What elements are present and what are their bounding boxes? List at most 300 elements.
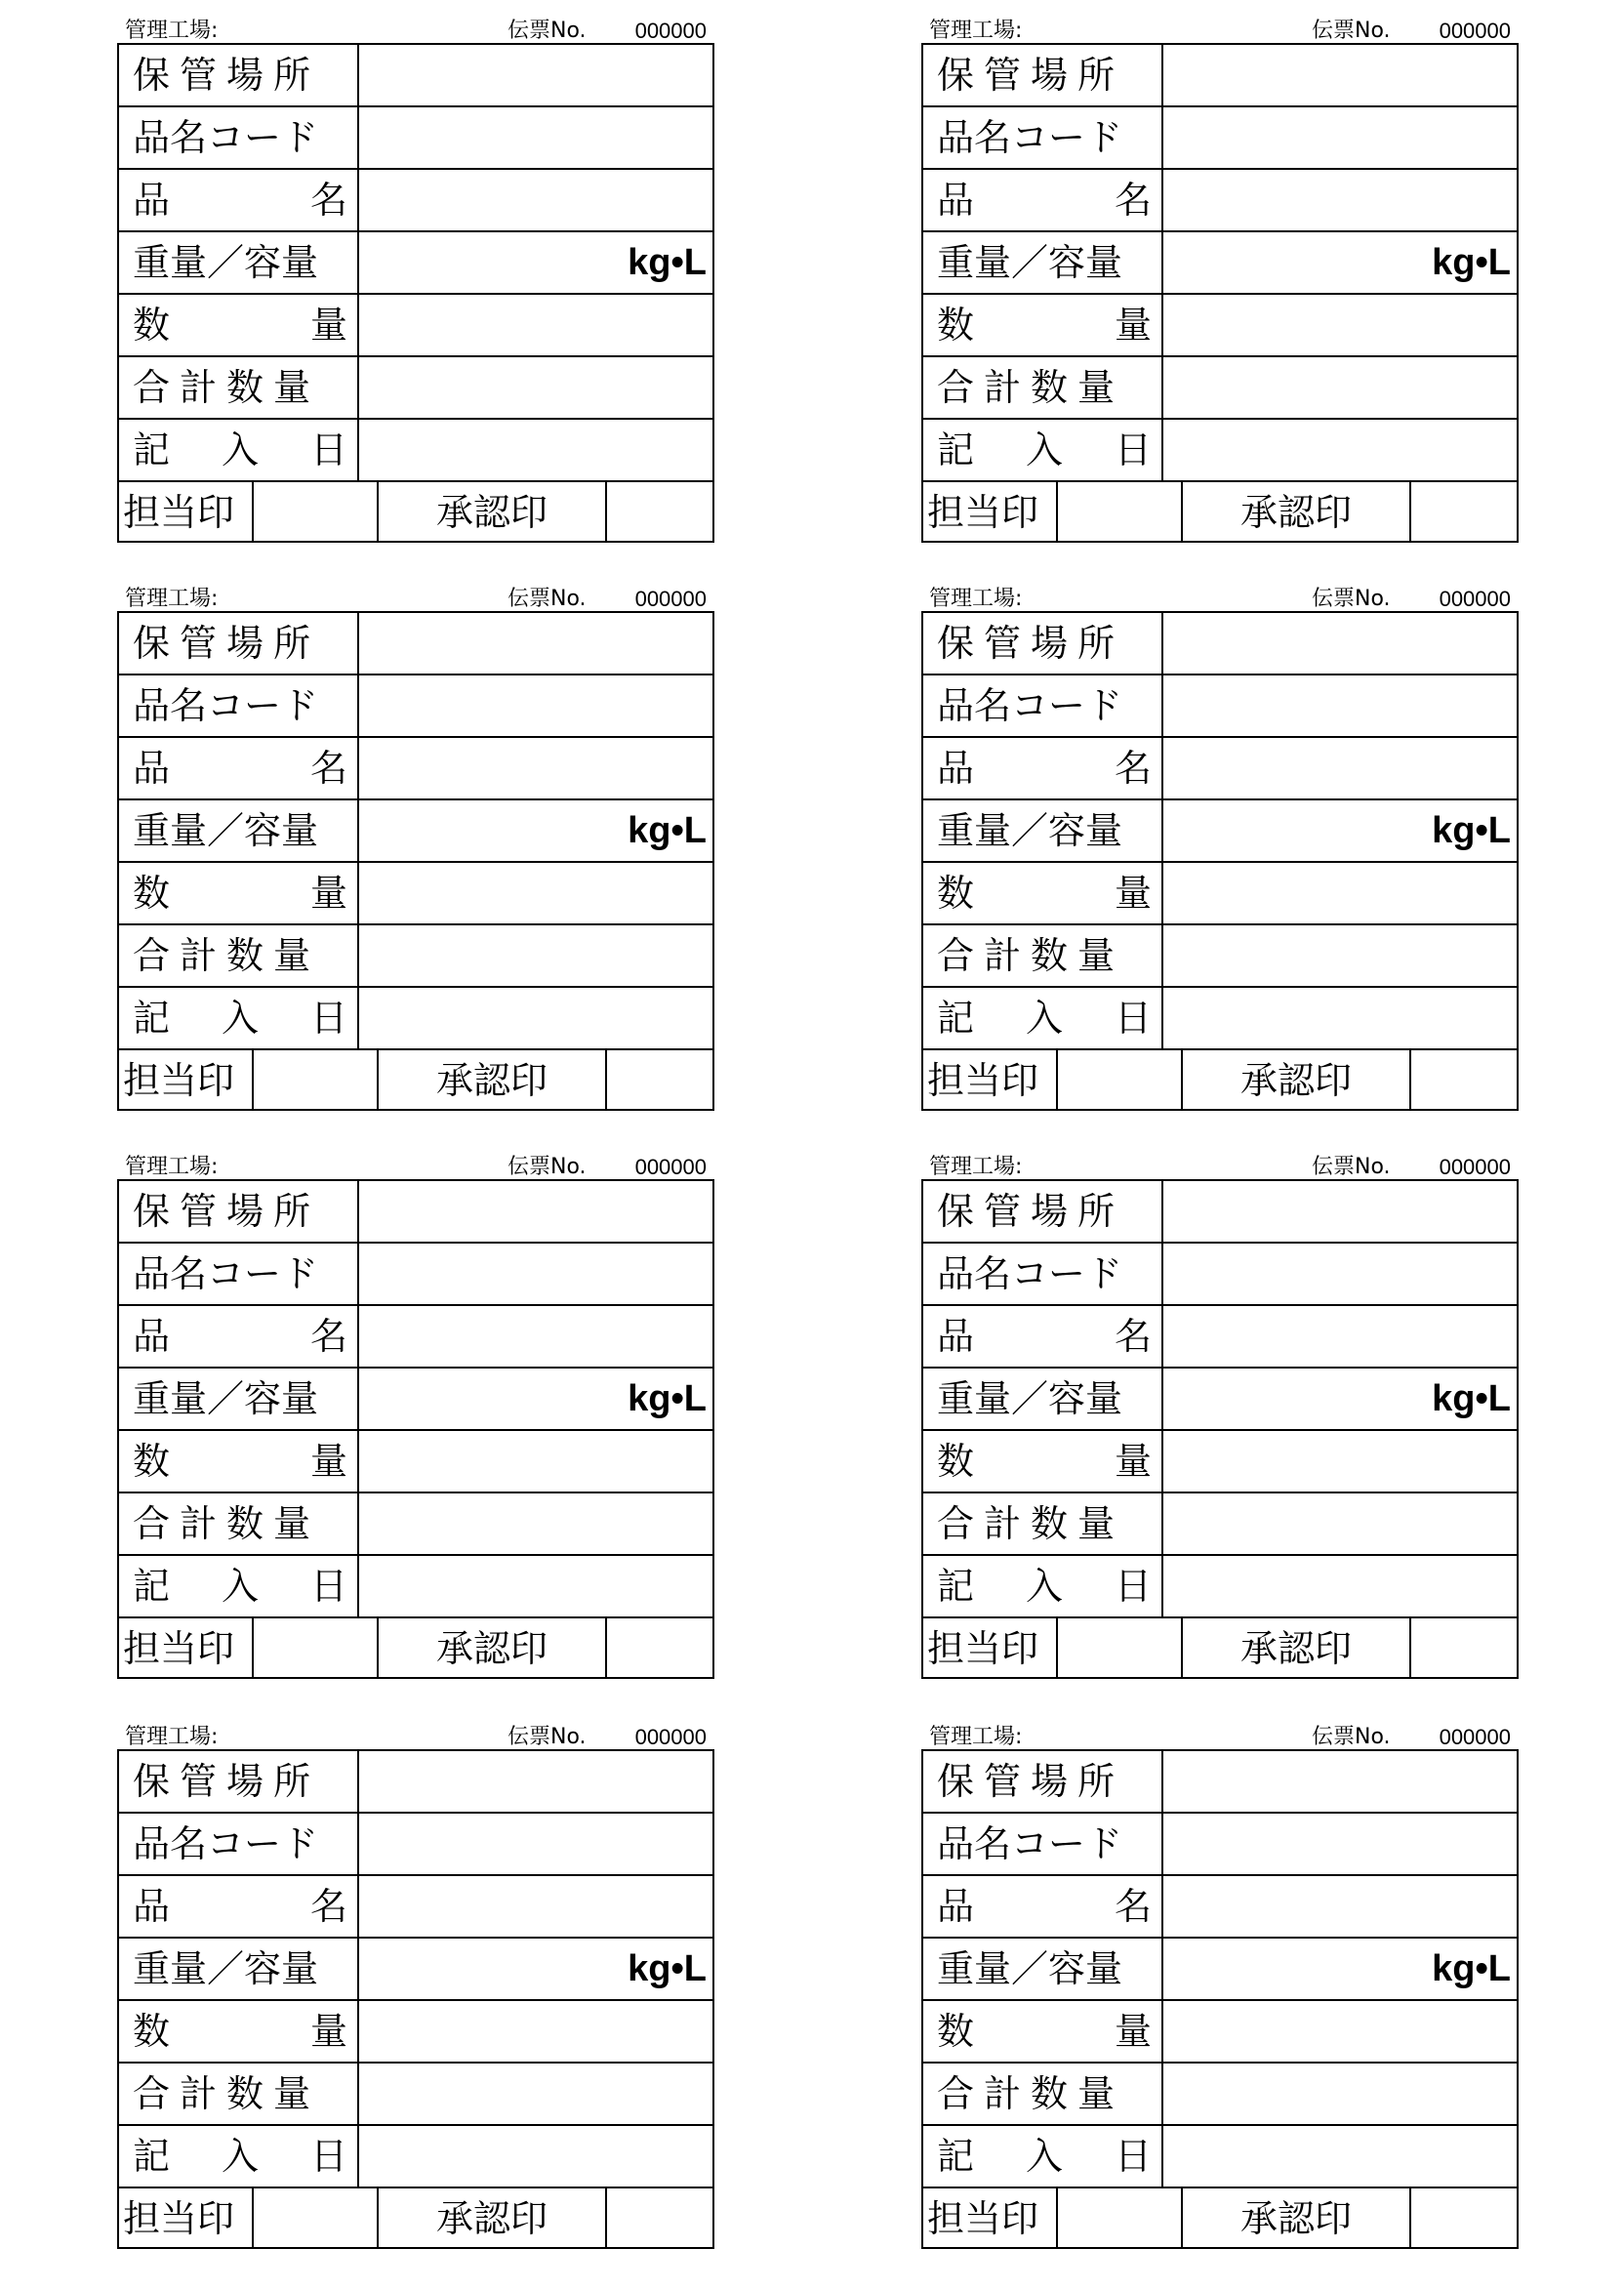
person-stamp-box[interactable] — [254, 482, 379, 543]
row-total-quantity — [923, 925, 1517, 988]
item-code-field[interactable] — [1163, 1244, 1517, 1304]
entry-date-label — [119, 1556, 359, 1616]
entry-date-char-2: 入 — [221, 997, 259, 1040]
row-quantity — [923, 2001, 1517, 2064]
card-header — [117, 16, 714, 43]
managing-factory-label: 管理工場: — [125, 1725, 219, 1749]
storage-location-text: 保管場所 — [937, 1760, 1125, 1803]
storage-location-field[interactable] — [1163, 1181, 1517, 1242]
row-item-code — [923, 1814, 1517, 1876]
row-stamps — [119, 2188, 712, 2251]
item-name-field[interactable] — [1163, 738, 1517, 798]
row-item-code — [119, 107, 712, 170]
quantity-char-1: 数 — [937, 1440, 975, 1483]
entry-date-char-3: 日 — [1114, 2135, 1152, 2178]
row-item-name — [119, 1876, 712, 1939]
quantity-field[interactable] — [1163, 2001, 1517, 2062]
approval-stamp-label: 承認印 — [1183, 482, 1411, 543]
card-header — [921, 584, 1519, 611]
approval-stamp-box[interactable] — [1411, 482, 1517, 543]
quantity-field[interactable] — [1163, 863, 1517, 923]
row-total-quantity — [119, 2064, 712, 2126]
managing-factory-label: 管理工場: — [125, 19, 219, 43]
quantity-char-1: 数 — [133, 872, 171, 915]
entry-date-char-3: 日 — [309, 2135, 347, 2178]
slip-number-value: 000000 — [634, 19, 707, 43]
entry-date-field[interactable] — [359, 988, 712, 1048]
item-name-char-1: 品 — [937, 179, 975, 222]
storage-location-field[interactable] — [359, 1181, 712, 1242]
total-quantity-text: 合計数量 — [133, 1502, 321, 1545]
quantity-char-1: 数 — [133, 1440, 171, 1483]
item-name-field[interactable] — [1163, 1306, 1517, 1367]
approval-stamp-label: 承認印 — [1183, 1050, 1411, 1111]
slip-number-label: 伝票No. — [1312, 587, 1391, 611]
storage-location-field[interactable] — [359, 45, 712, 105]
item-name-label — [923, 1306, 1163, 1367]
item-name-label — [119, 1306, 359, 1367]
entry-date-char-1: 記 — [937, 1565, 975, 1608]
total-quantity-label — [119, 357, 359, 418]
row-storage-location — [119, 1751, 712, 1814]
item-name-char-2: 名 — [309, 179, 347, 222]
entry-date-label — [119, 988, 359, 1048]
approval-stamp-box[interactable] — [607, 2188, 712, 2249]
row-item-name — [119, 1306, 712, 1369]
approval-stamp-label: 承認印 — [1183, 1618, 1411, 1679]
storage-location-text: 保管場所 — [133, 1190, 321, 1233]
total-quantity-field[interactable] — [359, 2064, 712, 2124]
row-stamps — [119, 1050, 712, 1113]
item-code-label: 品名コード — [119, 675, 359, 736]
quantity-label — [923, 295, 1163, 355]
weight-capacity-label: 重量／容量 — [923, 232, 1163, 293]
storage-location-label — [119, 1751, 359, 1812]
item-code-field[interactable] — [1163, 107, 1517, 168]
total-quantity-label — [119, 925, 359, 986]
row-quantity — [119, 863, 712, 925]
inventory-label-card — [921, 1152, 1519, 1708]
row-storage-location — [119, 1181, 712, 1244]
row-item-name — [923, 170, 1517, 232]
quantity-char-2: 量 — [309, 1440, 347, 1483]
total-quantity-label — [923, 357, 1163, 418]
row-item-code — [923, 1244, 1517, 1306]
row-weight-capacity — [923, 1369, 1517, 1431]
weight-capacity-field[interactable] — [1163, 232, 1517, 293]
entry-date-char-2: 入 — [221, 429, 259, 471]
quantity-field[interactable] — [359, 1431, 712, 1492]
weight-unit: kg•L — [1432, 1378, 1511, 1419]
managing-factory-label: 管理工場: — [125, 587, 219, 611]
label-table — [117, 1749, 714, 2249]
entry-date-char-3: 日 — [309, 429, 347, 471]
storage-location-text: 保管場所 — [937, 622, 1125, 665]
approval-stamp-box[interactable] — [1411, 2188, 1517, 2249]
storage-location-field[interactable] — [1163, 45, 1517, 105]
row-quantity — [119, 1431, 712, 1493]
weight-capacity-label: 重量／容量 — [923, 1939, 1163, 1999]
entry-date-char-1: 記 — [937, 429, 975, 471]
entry-date-char-1: 記 — [937, 997, 975, 1040]
weight-capacity-field[interactable] — [359, 1939, 712, 1999]
item-name-char-2: 名 — [1114, 1315, 1152, 1358]
entry-date-field[interactable] — [359, 1556, 712, 1616]
slip-number-value: 000000 — [1439, 587, 1511, 611]
approval-stamp-box[interactable] — [607, 482, 712, 543]
total-quantity-text: 合計数量 — [133, 934, 321, 977]
total-quantity-field[interactable] — [1163, 357, 1517, 418]
quantity-label — [923, 1431, 1163, 1492]
storage-location-label — [923, 45, 1163, 105]
quantity-char-2: 量 — [309, 872, 347, 915]
approval-stamp-box[interactable] — [1411, 1050, 1517, 1111]
person-stamp-box[interactable] — [1058, 1618, 1183, 1679]
inventory-label-card — [921, 584, 1519, 1140]
weight-capacity-label: 重量／容量 — [923, 800, 1163, 861]
row-entry-date — [119, 1556, 712, 1618]
item-name-char-2: 名 — [1114, 179, 1152, 222]
entry-date-char-1: 記 — [133, 1565, 171, 1608]
row-entry-date — [923, 988, 1517, 1050]
weight-capacity-label: 重量／容量 — [119, 1369, 359, 1429]
slip-number-label: 伝票No. — [508, 587, 587, 611]
slip-number-label: 伝票No. — [1312, 1155, 1391, 1179]
card-header — [117, 584, 714, 611]
entry-date-field[interactable] — [359, 2126, 712, 2187]
weight-capacity-field[interactable] — [1163, 800, 1517, 861]
entry-date-char-3: 日 — [309, 997, 347, 1040]
person-stamp-label: 担当印 — [119, 482, 254, 543]
quantity-field[interactable] — [1163, 1431, 1517, 1492]
quantity-char-2: 量 — [1114, 304, 1152, 347]
slip-number-label: 伝票No. — [508, 1725, 587, 1749]
item-name-label — [119, 170, 359, 230]
label-table — [117, 1179, 714, 1679]
quantity-char-1: 数 — [133, 304, 171, 347]
inventory-label-card — [117, 1722, 714, 2278]
total-quantity-text: 合計数量 — [937, 934, 1125, 977]
row-total-quantity — [119, 357, 712, 420]
quantity-label — [119, 863, 359, 923]
quantity-char-1: 数 — [937, 304, 975, 347]
weight-capacity-field[interactable] — [1163, 1939, 1517, 1999]
quantity-char-2: 量 — [1114, 872, 1152, 915]
row-weight-capacity — [923, 800, 1517, 863]
row-total-quantity — [119, 1493, 712, 1556]
entry-date-char-3: 日 — [1114, 429, 1152, 471]
item-code-field[interactable] — [359, 1244, 712, 1304]
person-stamp-box[interactable] — [1058, 2188, 1183, 2249]
quantity-field[interactable] — [359, 2001, 712, 2062]
item-name-char-1: 品 — [133, 1315, 171, 1358]
item-code-field[interactable] — [1163, 1814, 1517, 1874]
person-stamp-box[interactable] — [1058, 1050, 1183, 1111]
entry-date-char-2: 入 — [1025, 997, 1063, 1040]
row-weight-capacity — [119, 800, 712, 863]
entry-date-field[interactable] — [1163, 988, 1517, 1048]
person-stamp-label: 担当印 — [923, 482, 1058, 543]
entry-date-field[interactable] — [359, 420, 712, 480]
entry-date-char-2: 入 — [1025, 2135, 1063, 2178]
entry-date-label — [119, 2126, 359, 2187]
weight-unit: kg•L — [628, 1378, 707, 1419]
slip-number-value: 000000 — [1439, 1725, 1511, 1749]
total-quantity-text: 合計数量 — [937, 1502, 1125, 1545]
approval-stamp-label: 承認印 — [379, 1618, 607, 1679]
row-item-code — [119, 1244, 712, 1306]
item-code-field[interactable] — [1163, 675, 1517, 736]
item-name-char-1: 品 — [937, 747, 975, 790]
slip-number-label: 伝票No. — [508, 1155, 587, 1179]
item-name-char-2: 名 — [1114, 1885, 1152, 1928]
total-quantity-field[interactable] — [359, 925, 712, 986]
total-quantity-field[interactable] — [1163, 1493, 1517, 1554]
entry-date-char-1: 記 — [937, 2135, 975, 2178]
storage-location-text: 保管場所 — [937, 1190, 1125, 1233]
row-storage-location — [923, 1181, 1517, 1244]
person-stamp-label: 担当印 — [923, 2188, 1058, 2249]
row-item-code — [923, 107, 1517, 170]
item-name-field[interactable] — [359, 738, 712, 798]
approval-stamp-label: 承認印 — [379, 482, 607, 543]
card-header — [921, 16, 1519, 43]
quantity-char-1: 数 — [133, 2010, 171, 2053]
row-entry-date — [119, 420, 712, 482]
item-name-char-1: 品 — [937, 1315, 975, 1358]
item-name-char-1: 品 — [133, 179, 171, 222]
person-stamp-box[interactable] — [254, 1618, 379, 1679]
slip-number-value: 000000 — [634, 1725, 707, 1749]
card-header — [921, 1722, 1519, 1749]
item-name-char-1: 品 — [133, 747, 171, 790]
weight-capacity-field[interactable] — [359, 232, 712, 293]
entry-date-char-1: 記 — [133, 2135, 171, 2178]
storage-location-label — [119, 613, 359, 674]
weight-capacity-label: 重量／容量 — [119, 1939, 359, 1999]
entry-date-char-1: 記 — [133, 997, 171, 1040]
quantity-char-1: 数 — [937, 2010, 975, 2053]
storage-location-label — [923, 613, 1163, 674]
total-quantity-field[interactable] — [1163, 925, 1517, 986]
storage-location-label — [119, 1181, 359, 1242]
row-stamps — [119, 1618, 712, 1681]
row-quantity — [119, 2001, 712, 2064]
quantity-field[interactable] — [359, 863, 712, 923]
slip-number-value: 000000 — [634, 587, 707, 611]
entry-date-field[interactable] — [1163, 1556, 1517, 1616]
managing-factory-label: 管理工場: — [929, 1725, 1023, 1749]
row-entry-date — [923, 420, 1517, 482]
entry-date-char-2: 入 — [221, 2135, 259, 2178]
quantity-label — [119, 1431, 359, 1492]
item-code-field[interactable] — [359, 675, 712, 736]
person-stamp-label: 担当印 — [119, 1618, 254, 1679]
entry-date-label — [923, 420, 1163, 480]
slip-number-value: 000000 — [1439, 1155, 1511, 1179]
person-stamp-box[interactable] — [254, 1050, 379, 1111]
quantity-char-2: 量 — [1114, 2010, 1152, 2053]
item-code-field[interactable] — [359, 107, 712, 168]
row-storage-location — [923, 613, 1517, 675]
row-quantity — [923, 863, 1517, 925]
row-entry-date — [119, 988, 712, 1050]
entry-date-field[interactable] — [1163, 420, 1517, 480]
entry-date-char-2: 入 — [1025, 1565, 1063, 1608]
item-name-field[interactable] — [1163, 170, 1517, 230]
entry-date-char-3: 日 — [1114, 1565, 1152, 1608]
weight-unit: kg•L — [628, 242, 707, 283]
quantity-char-1: 数 — [937, 872, 975, 915]
item-code-label: 品名コード — [923, 107, 1163, 168]
inventory-label-card — [117, 16, 714, 572]
row-weight-capacity — [119, 1939, 712, 2001]
item-code-label: 品名コード — [923, 1814, 1163, 1874]
item-name-label — [923, 1876, 1163, 1937]
weight-unit: kg•L — [1432, 242, 1511, 283]
total-quantity-label — [923, 1493, 1163, 1554]
row-stamps — [923, 482, 1517, 545]
slip-number-value: 000000 — [1439, 19, 1511, 43]
card-header — [921, 1152, 1519, 1179]
total-quantity-text: 合計数量 — [937, 366, 1125, 409]
person-stamp-label: 担当印 — [119, 1050, 254, 1111]
quantity-label — [119, 2001, 359, 2062]
approval-stamp-box[interactable] — [607, 1618, 712, 1679]
item-name-field[interactable] — [359, 1876, 712, 1937]
item-name-char-2: 名 — [1114, 747, 1152, 790]
storage-location-field[interactable] — [359, 613, 712, 674]
weight-unit: kg•L — [1432, 1948, 1511, 1989]
managing-factory-label: 管理工場: — [929, 587, 1023, 611]
row-item-name — [119, 170, 712, 232]
row-entry-date — [923, 2126, 1517, 2188]
row-total-quantity — [923, 2064, 1517, 2126]
item-code-field[interactable] — [359, 1814, 712, 1874]
storage-location-field[interactable] — [1163, 613, 1517, 674]
entry-date-label — [923, 2126, 1163, 2187]
item-name-field[interactable] — [1163, 1876, 1517, 1937]
weight-capacity-field[interactable] — [359, 1369, 712, 1429]
item-name-char-2: 名 — [309, 747, 347, 790]
slip-number-label: 伝票No. — [508, 19, 587, 43]
slip-number-value: 000000 — [634, 1155, 707, 1179]
row-quantity — [923, 1431, 1517, 1493]
card-header — [117, 1722, 714, 1749]
row-quantity — [923, 295, 1517, 357]
storage-location-field[interactable] — [359, 1751, 712, 1812]
slip-number-label: 伝票No. — [1312, 19, 1391, 43]
weight-unit: kg•L — [628, 1948, 707, 1989]
weight-capacity-field[interactable] — [1163, 1369, 1517, 1429]
entry-date-char-2: 入 — [1025, 429, 1063, 471]
approval-stamp-box[interactable] — [1411, 1618, 1517, 1679]
inventory-label-card — [117, 1152, 714, 1708]
total-quantity-label — [119, 1493, 359, 1554]
card-header — [117, 1152, 714, 1179]
item-code-label: 品名コード — [119, 107, 359, 168]
inventory-label-card — [921, 16, 1519, 572]
total-quantity-label — [119, 2064, 359, 2124]
weight-capacity-field[interactable] — [359, 800, 712, 861]
quantity-field[interactable] — [359, 295, 712, 355]
row-weight-capacity — [119, 1369, 712, 1431]
row-storage-location — [923, 45, 1517, 107]
total-quantity-field[interactable] — [359, 1493, 712, 1554]
person-stamp-box[interactable] — [1058, 482, 1183, 543]
item-name-char-1: 品 — [937, 1885, 975, 1928]
weight-capacity-label: 重量／容量 — [119, 232, 359, 293]
approval-stamp-label: 承認印 — [1183, 2188, 1411, 2249]
quantity-label — [923, 863, 1163, 923]
person-stamp-label: 担当印 — [119, 2188, 254, 2249]
row-storage-location — [923, 1751, 1517, 1814]
item-name-label — [119, 738, 359, 798]
storage-location-text: 保管場所 — [133, 622, 321, 665]
storage-location-label — [923, 1181, 1163, 1242]
person-stamp-box[interactable] — [254, 2188, 379, 2249]
item-name-field[interactable] — [359, 1306, 712, 1367]
approval-stamp-label: 承認印 — [379, 2188, 607, 2249]
total-quantity-label — [923, 2064, 1163, 2124]
row-storage-location — [119, 613, 712, 675]
row-weight-capacity — [923, 232, 1517, 295]
item-name-char-1: 品 — [133, 1885, 171, 1928]
weight-capacity-label: 重量／容量 — [923, 1369, 1163, 1429]
approval-stamp-box[interactable] — [607, 1050, 712, 1111]
managing-factory-label: 管理工場: — [929, 19, 1023, 43]
row-stamps — [923, 1050, 1517, 1113]
row-stamps — [923, 2188, 1517, 2251]
entry-date-label — [923, 988, 1163, 1048]
total-quantity-label — [923, 925, 1163, 986]
row-total-quantity — [923, 357, 1517, 420]
item-code-label: 品名コード — [119, 1814, 359, 1874]
row-weight-capacity — [923, 1939, 1517, 2001]
total-quantity-text: 合計数量 — [937, 2072, 1125, 2115]
label-table — [117, 611, 714, 1111]
approval-stamp-label: 承認印 — [379, 1050, 607, 1111]
slip-number-label: 伝票No. — [1312, 1725, 1391, 1749]
storage-location-text: 保管場所 — [133, 54, 321, 97]
storage-location-label — [923, 1751, 1163, 1812]
total-quantity-text: 合計数量 — [133, 2072, 321, 2115]
label-table — [117, 43, 714, 543]
label-table — [921, 1179, 1519, 1679]
total-quantity-field[interactable] — [1163, 2064, 1517, 2124]
quantity-field[interactable] — [1163, 295, 1517, 355]
item-code-label: 品名コード — [923, 1244, 1163, 1304]
weight-unit: kg•L — [1432, 810, 1511, 851]
item-code-label: 品名コード — [119, 1244, 359, 1304]
quantity-char-2: 量 — [1114, 1440, 1152, 1483]
item-name-field[interactable] — [359, 170, 712, 230]
managing-factory-label: 管理工場: — [125, 1155, 219, 1179]
weight-capacity-label: 重量／容量 — [119, 800, 359, 861]
person-stamp-label: 担当印 — [923, 1050, 1058, 1111]
entry-date-char-3: 日 — [309, 1565, 347, 1608]
inventory-label-card — [921, 1722, 1519, 2278]
quantity-label — [923, 2001, 1163, 2062]
row-storage-location — [119, 45, 712, 107]
storage-location-label — [119, 45, 359, 105]
total-quantity-text: 合計数量 — [133, 366, 321, 409]
item-code-label: 品名コード — [923, 675, 1163, 736]
row-weight-capacity — [119, 232, 712, 295]
entry-date-field[interactable] — [1163, 2126, 1517, 2187]
total-quantity-field[interactable] — [359, 357, 712, 418]
storage-location-field[interactable] — [1163, 1751, 1517, 1812]
